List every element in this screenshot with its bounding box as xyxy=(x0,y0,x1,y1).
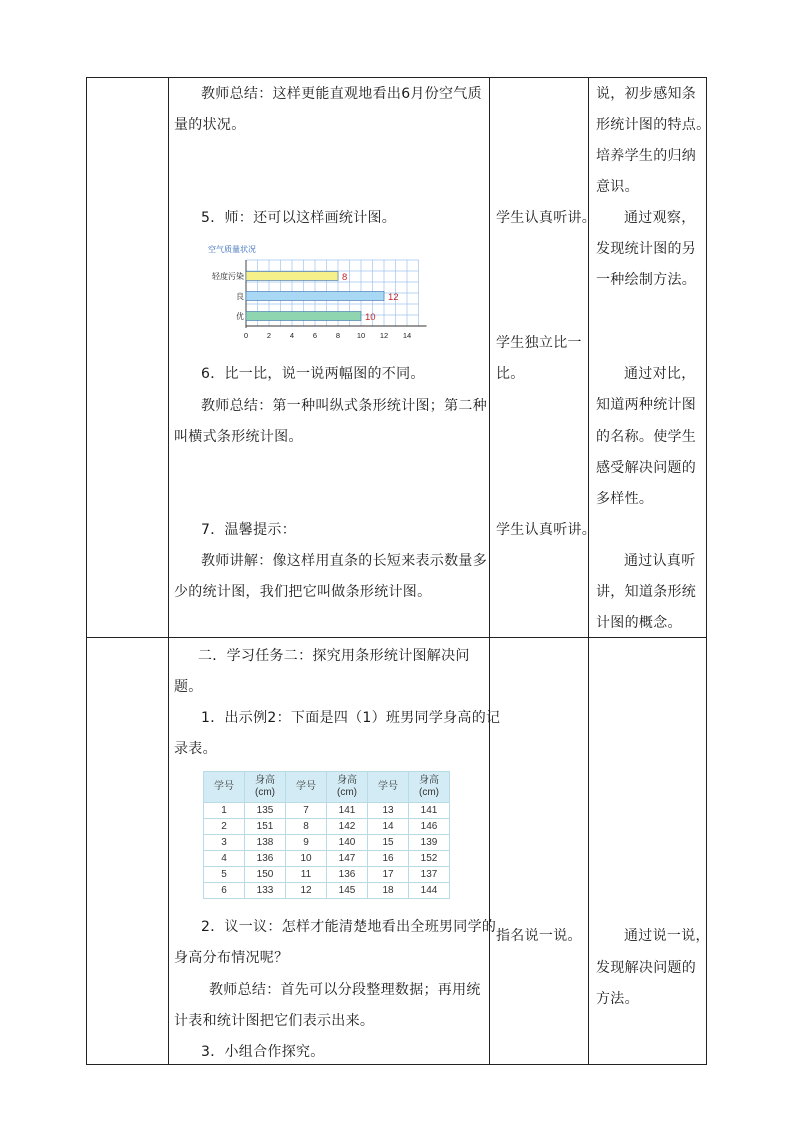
table-cell: 4 xyxy=(204,851,245,867)
x-tick-label: 4 xyxy=(289,331,295,340)
task-2-line-1: 二．学习任务二：探究用条形统计图解决问 xyxy=(198,648,470,664)
table-cell: 11 xyxy=(286,867,327,883)
height-table-header-cell: 身高 (cm) xyxy=(245,772,286,803)
value-label: 12 xyxy=(388,292,399,303)
height-table-body xyxy=(204,803,450,899)
x-tick-label: 8 xyxy=(335,331,341,340)
x-tick-label: 14 xyxy=(402,331,412,340)
table-cell: 150 xyxy=(245,867,286,883)
task-2-line-2: 题。 xyxy=(174,679,203,695)
summary-2-line-2: 计表和统计图把它们表示出来。 xyxy=(174,1013,375,1029)
summary-2-line-1: 教师总结：首先可以分段整理数据；再用统 xyxy=(209,982,481,998)
category-label: 优 xyxy=(236,312,244,321)
group-explore-text: 3．小组合作探究。 xyxy=(201,1044,325,1060)
intent-b-1: 通过观察， xyxy=(624,210,696,226)
discuss-line-1: 2．议一议：怎样才能清楚地看出全班男同学的 xyxy=(201,919,497,935)
table-cell: 7 xyxy=(286,803,327,819)
table-cell: 138 xyxy=(245,835,286,851)
bar-2 xyxy=(246,312,361,321)
summary-line-1: 教师总结：这样更能直观地看出6月份空气质 xyxy=(201,86,482,102)
intent-a-3: 培养学生的归纳 xyxy=(596,148,697,164)
table-cell: 13 xyxy=(368,803,409,819)
table-cell: 6 xyxy=(204,883,245,899)
example-2-line-1: 1．出示例2：下面是四（1）班男同学身高的记 xyxy=(201,710,501,726)
table-row xyxy=(204,819,450,835)
table-cell: 146 xyxy=(409,819,450,835)
table-row xyxy=(204,835,450,851)
x-tick-label: 0 xyxy=(243,331,249,340)
table-cell: 145 xyxy=(327,883,368,899)
x-tick-label: 6 xyxy=(312,331,318,340)
table-cell: 141 xyxy=(409,803,450,819)
table-cell: 10 xyxy=(286,851,327,867)
intent-e-2: 发现解决问题的 xyxy=(596,960,697,976)
category-label: 良 xyxy=(236,292,244,301)
student-listen-2: 学生认真听讲。 xyxy=(496,522,597,538)
table-cell: 136 xyxy=(245,851,286,867)
student-point-say: 指名说一说。 xyxy=(496,928,582,944)
table-cell: 142 xyxy=(327,819,368,835)
table-cell: 133 xyxy=(245,883,286,899)
step-6-summary-line-2: 叫横式条形统计图。 xyxy=(174,429,303,445)
step-7-text: 7．温馨提示： xyxy=(201,522,297,538)
intent-d-1: 通过认真听 xyxy=(624,553,696,569)
table-cell: 139 xyxy=(409,835,450,851)
air-quality-bar-chart xyxy=(200,240,432,346)
intent-d-2: 讲，知道条形统 xyxy=(596,584,697,600)
intent-e-1: 通过说一说， xyxy=(624,928,710,944)
x-tick-label: 12 xyxy=(379,331,389,340)
height-table-header-cell: 学号 xyxy=(204,772,245,803)
table-cell: 141 xyxy=(327,803,368,819)
table-cell: 15 xyxy=(368,835,409,851)
bar-chart-svg xyxy=(200,240,432,346)
table-row xyxy=(204,867,450,883)
table-cell: 2 xyxy=(204,819,245,835)
value-label: 8 xyxy=(342,272,348,283)
table-cell: 1 xyxy=(204,803,245,819)
height-record-table xyxy=(203,771,450,899)
intent-c-5: 多样性。 xyxy=(596,491,654,507)
student-compare-line-1: 学生独立比一 xyxy=(496,335,582,351)
discuss-line-2: 身高分布情况呢？ xyxy=(174,950,289,966)
height-table-header-cell: 学号 xyxy=(286,772,327,803)
table-cell: 9 xyxy=(286,835,327,851)
table-cell: 135 xyxy=(245,803,286,819)
step-7-line-1: 教师讲解：像这样用直条的长短来表示数量多 xyxy=(201,553,487,569)
table-cell: 144 xyxy=(409,883,450,899)
value-label: 10 xyxy=(365,312,376,323)
table-cell: 16 xyxy=(368,851,409,867)
intent-a-2: 形统计图的特点。 xyxy=(596,117,711,133)
student-compare-line-2: 比。 xyxy=(496,366,525,382)
table-cell: 136 xyxy=(327,867,368,883)
category-label: 轻度污染 xyxy=(212,272,244,281)
table-cell: 5 xyxy=(204,867,245,883)
x-tick-label: 10 xyxy=(356,331,366,340)
intent-c-3: 的名称。使学生 xyxy=(596,429,697,445)
step-6-text: 6．比一比，说一说两幅图的不同。 xyxy=(201,366,425,382)
intent-c-1: 通过对比， xyxy=(624,366,696,382)
step-5-text: 5．师：还可以这样画统计图。 xyxy=(201,210,397,226)
row-divider xyxy=(86,637,707,638)
height-table-header-row xyxy=(204,772,450,803)
table-row xyxy=(204,851,450,867)
intent-c-4: 感受解决问题的 xyxy=(596,460,697,476)
height-table-header-cell: 身高 (cm) xyxy=(409,772,450,803)
intent-b-3: 一种绘制方法。 xyxy=(596,272,697,288)
intent-b-2: 发现统计图的另 xyxy=(596,241,697,257)
table-row xyxy=(204,883,450,899)
table-cell: 3 xyxy=(204,835,245,851)
intent-a-1: 说，初步感知条 xyxy=(596,86,697,102)
example-2-line-2: 录表。 xyxy=(174,741,217,757)
step-6-summary-line-1: 教师总结：第一种叫纵式条形统计图；第二种 xyxy=(201,398,487,414)
table-cell: 147 xyxy=(327,851,368,867)
intent-d-3: 计图的概念。 xyxy=(596,615,682,631)
table-cell: 8 xyxy=(286,819,327,835)
chart-title: 空气质量状况 xyxy=(208,245,256,254)
bar-0 xyxy=(246,272,338,281)
table-cell: 151 xyxy=(245,819,286,835)
student-listen-1: 学生认真听讲。 xyxy=(496,210,597,226)
table-cell: 12 xyxy=(286,883,327,899)
step-7-line-2: 少的统计图，我们把它叫做条形统计图。 xyxy=(174,584,432,600)
height-table-header-cell: 身高 (cm) xyxy=(327,772,368,803)
table-cell: 18 xyxy=(368,883,409,899)
table-cell: 140 xyxy=(327,835,368,851)
table-cell: 14 xyxy=(368,819,409,835)
table-cell: 137 xyxy=(409,867,450,883)
x-tick-label: 2 xyxy=(266,331,272,340)
table-cell: 152 xyxy=(409,851,450,867)
height-table-header-cell: 学号 xyxy=(368,772,409,803)
bar-1 xyxy=(246,292,384,301)
intent-a-4: 意识。 xyxy=(596,179,639,195)
summary-line-2: 量的状况。 xyxy=(174,117,246,133)
intent-c-2: 知道两种统计图 xyxy=(596,397,697,413)
table-cell: 17 xyxy=(368,867,409,883)
column-divider-1 xyxy=(168,77,169,1065)
table-row xyxy=(204,803,450,819)
intent-e-3: 方法。 xyxy=(596,991,639,1007)
